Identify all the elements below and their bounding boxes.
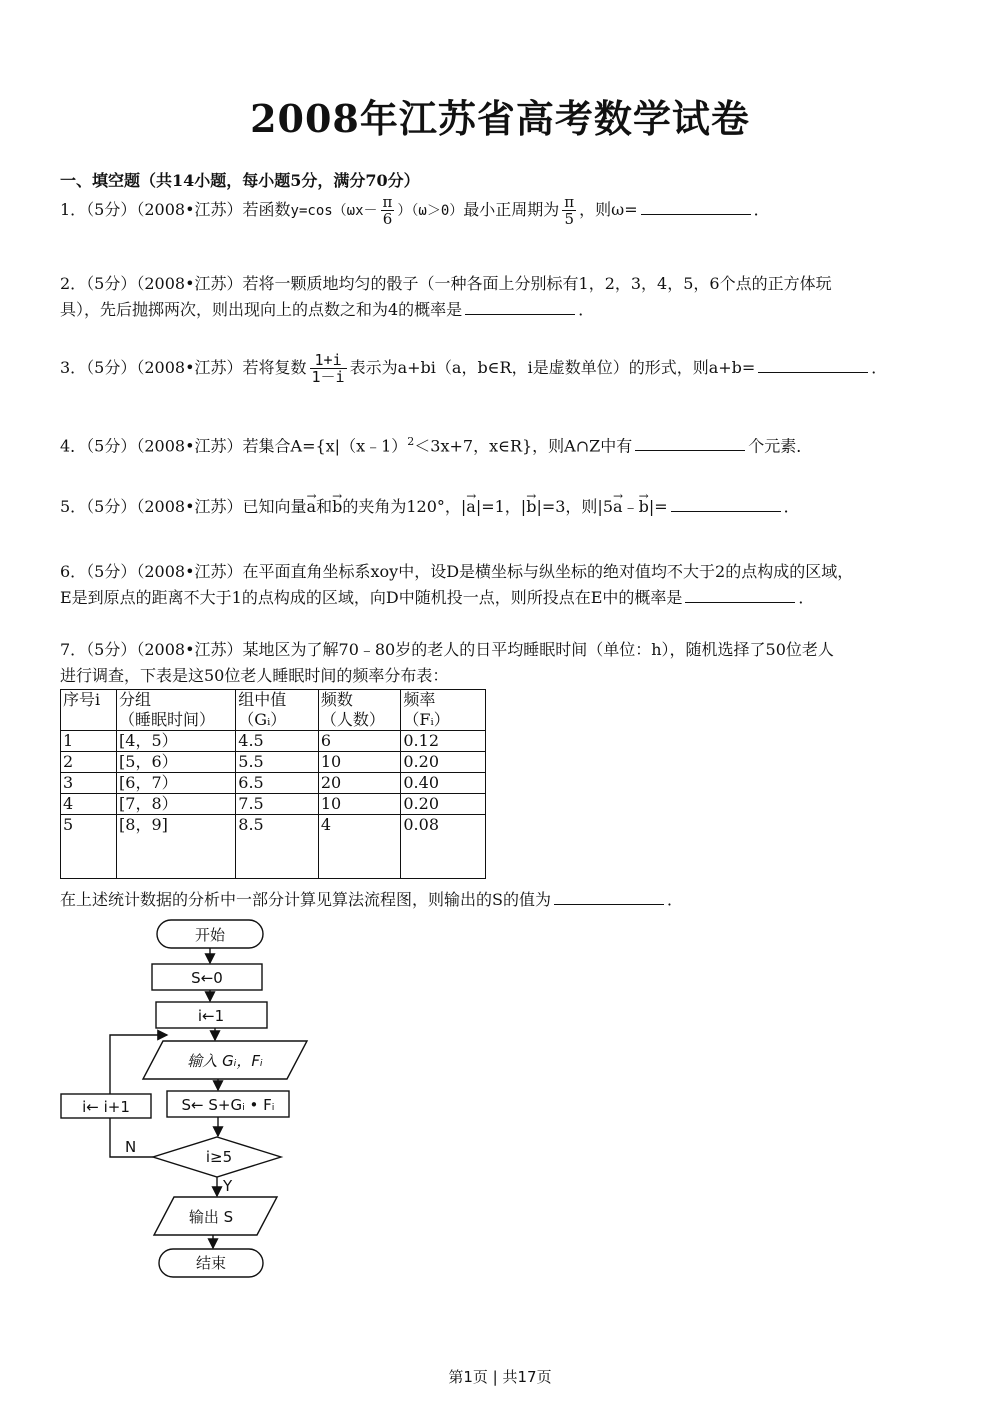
flow-output-label: 输出 S <box>188 1208 234 1226</box>
q5-vector-a: → a <box>307 494 317 520</box>
question-4 <box>60 429 940 459</box>
page-title: 2008年江苏省高考数学试卷 <box>250 96 750 141</box>
q1-func-a: y=cos（ωx－ <box>290 203 378 219</box>
q5-mid-1: 的夹角为120°，| <box>342 497 467 516</box>
flow-input-label: 输入 Gᵢ，Fᵢ <box>187 1052 263 1070</box>
table-cell: [6，7） <box>117 773 236 794</box>
table-cell: [7，8） <box>117 794 236 815</box>
table-row <box>61 731 486 752</box>
table-cell: 10 <box>318 752 401 773</box>
q7-line-1: 7．（5分）（2008•江苏）某地区为了解70﹣80岁的老人的日平均睡眠时间（单位：h），随机选择了50位老人 <box>60 640 834 659</box>
page-footer: 第1页 | 共17页 <box>448 1368 552 1386</box>
q2-line-1: 2．（5分）（2008•江苏）若将一颗质地均匀的骰子（一种各面上分别标有1，2，3，4，5，6个点的正方体玩 <box>60 274 832 293</box>
q1-func-b: ）（ω＞0） <box>397 203 464 219</box>
table-cell: 0.08 <box>401 815 486 879</box>
q3-fraction <box>310 352 347 385</box>
table-cell: [5，6） <box>117 752 236 773</box>
table-cell: 3 <box>61 773 117 794</box>
q7-end: ． <box>666 890 683 909</box>
question-3 <box>60 352 940 385</box>
q1-prefix: 1．（5分）（2008•江苏）若函数 <box>60 200 291 219</box>
table-cell: 5.5 <box>236 752 319 773</box>
table-row <box>61 815 486 879</box>
table-cell: 4 <box>318 815 401 879</box>
q1-mid: 最小正周期为 <box>463 200 560 219</box>
q7-line-2: 进行调查，下表是这50位老人睡眠时间的频率分布表： <box>60 666 449 685</box>
table-cell: 0.20 <box>401 752 486 773</box>
q1-period-fraction <box>562 194 576 227</box>
table-cell: [4，5） <box>117 731 236 752</box>
section-heading: 一、填空题（共14小题，每小题5分，满分70分） <box>60 171 420 190</box>
q5-abs-b: → b <box>526 494 536 520</box>
header-cell-index: 序号i <box>61 690 117 731</box>
q6-line-2-wrap <box>60 585 940 611</box>
table-cell: 4 <box>61 794 117 815</box>
q1-suffix: ，则ω= <box>579 200 638 219</box>
q5-expr-b: → b <box>639 494 649 520</box>
table-header-row <box>61 690 486 731</box>
q5-end: ． <box>783 497 800 516</box>
q5-expr-a: → a <box>613 494 623 520</box>
q6-line-2: E是到原点的距离不大于1的点构成的区域，向D中随机投一点，则所投点在E中的概率是 <box>60 588 683 607</box>
q1-period-num: π <box>564 193 575 211</box>
q4-answer-blank[interactable] <box>635 436 745 451</box>
flow-start-label: 开始 <box>194 926 226 944</box>
q2-line-2-wrap <box>60 297 940 323</box>
q5-abs-a: → a <box>466 494 476 520</box>
flow-condition-label: i≥5 <box>205 1148 233 1166</box>
table-cell: 6.5 <box>236 773 319 794</box>
header-cell-frequency: 频率 （Fᵢ） <box>401 690 486 731</box>
q1-answer-blank[interactable] <box>641 200 751 215</box>
table-cell: 5 <box>61 815 117 879</box>
q5-mid-3: |=3，则|5 <box>536 497 614 516</box>
q5-vector-b: → b <box>332 494 342 520</box>
q3-prefix: 3．（5分）（2008•江苏）若将复数 <box>60 358 307 377</box>
table-cell: 6 <box>318 731 401 752</box>
q7-after-table <box>60 887 940 913</box>
table-cell: 2 <box>61 752 117 773</box>
q1-period-den: 5 <box>562 210 576 227</box>
table-row <box>61 794 486 815</box>
flow-no-label: N <box>125 1138 137 1156</box>
table-cell: 8.5 <box>236 815 319 879</box>
q1-frac-num: π <box>382 193 393 211</box>
algorithm-flowchart <box>55 915 315 1285</box>
question-1 <box>60 194 940 227</box>
q1-frac-den: 6 <box>381 210 395 227</box>
table-cell: 0.20 <box>401 794 486 815</box>
flow-update-label: S← S+Gᵢ • Fᵢ <box>181 1096 275 1114</box>
q6-line-1: 6．（5分）（2008•江苏）在平面直角坐标系xoy中，设D是横坐标与纵坐标的绝对值均不大于2的点构成的区域， <box>60 562 854 581</box>
table-cell: 10 <box>318 794 401 815</box>
table-cell: 7.5 <box>236 794 319 815</box>
table-cell: 20 <box>318 773 401 794</box>
q4-mid: ＜3x+7，x∈R}，则A∩Z中有 <box>414 436 633 456</box>
q7-after-text: 在上述统计数据的分析中一部分计算见算法流程图，则输出的S的值为 <box>60 890 551 909</box>
header-cell-midpoint: 组中值 （Gᵢ） <box>236 690 319 731</box>
flow-end-label: 结束 <box>195 1254 227 1272</box>
q1-fraction <box>381 194 395 227</box>
q3-frac-num: 1+i <box>314 351 342 369</box>
q2-line-2: 具），先后抛掷两次，则出现向上的点数之和为4的概率是 <box>60 300 463 319</box>
table-cell: [8，9] <box>117 815 236 879</box>
q1-end: ． <box>753 200 770 219</box>
question-7 <box>60 637 940 689</box>
q6-end: ． <box>798 588 815 607</box>
q6-answer-blank[interactable] <box>685 588 795 603</box>
q5-mid-5: |= <box>648 497 668 516</box>
q3-suffix: 表示为a+bi（a，b∈R，i是虚数单位）的形式，则a+b= <box>349 358 756 377</box>
q2-answer-blank[interactable] <box>465 300 575 315</box>
flow-init-i-label: i←1 <box>197 1007 225 1025</box>
table-cell: 4.5 <box>236 731 319 752</box>
q5-mid-4: ﹣ <box>622 497 639 516</box>
q5-prefix: 5．（5分）（2008•江苏）已知向量 <box>60 497 307 516</box>
flow-init-s-label: S←0 <box>191 969 223 987</box>
question-2 <box>60 271 940 323</box>
q7-answer-blank[interactable] <box>554 890 664 905</box>
table-row <box>61 773 486 794</box>
q3-end: ． <box>871 358 888 377</box>
flow-yes-label: Y <box>223 1177 233 1195</box>
q5-and: 和 <box>316 497 333 516</box>
table-cell: 1 <box>61 731 117 752</box>
q4-exponent: 2 <box>407 435 415 448</box>
q5-answer-blank[interactable] <box>671 497 781 512</box>
flow-increment-label: i← i+1 <box>82 1098 130 1116</box>
q5-mid-2: |=1，| <box>475 497 527 516</box>
table-cell: 0.40 <box>401 773 486 794</box>
q3-answer-blank[interactable] <box>758 358 868 373</box>
table-row <box>61 752 486 773</box>
q3-frac-den: 1－i <box>311 368 345 386</box>
table-cell: 0.12 <box>401 731 486 752</box>
q4-suffix: 个元素． <box>748 436 813 456</box>
q2-end: ． <box>578 300 595 319</box>
frequency-table <box>60 689 486 879</box>
q4-prefix: 4．（5分）（2008•江苏）若集合A={x|（x﹣1） <box>60 436 408 456</box>
question-6 <box>60 559 940 611</box>
question-5 <box>60 494 940 520</box>
header-cell-group: 分组 （睡眠时间） <box>117 690 236 731</box>
header-cell-count: 频数 （人数） <box>318 690 401 731</box>
